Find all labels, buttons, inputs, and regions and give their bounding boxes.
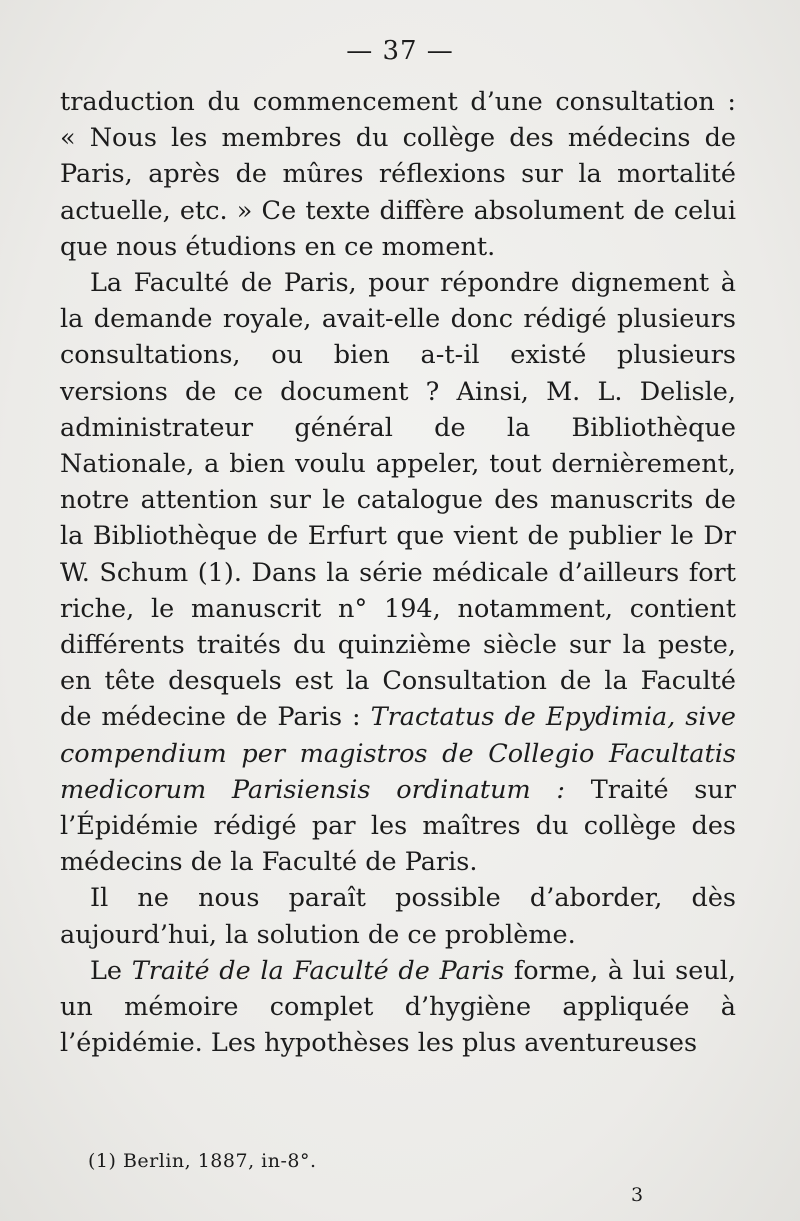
- text-run: Il ne nous paraît possible d’aborder, dès aujourd’hui, la solution de ce problème.: [60, 883, 736, 950]
- text-run: Le: [90, 955, 132, 986]
- italic-text-run: Traité de la Faculté de Paris: [131, 955, 505, 986]
- text-run: Traité sur l’Épidémie rédigé par les maîtres du collège des médecins de la Faculté de Paris.: [60, 774, 736, 878]
- paragraph: [60, 953, 736, 1062]
- paragraph: [60, 84, 736, 265]
- text-run: traduction du commencement d’une consultation : « Nous les membres du collège des médecins de Paris, après de mûres réflexions sur la mortalité actuelle, etc. » Ce texte diffère absolument de celui que nous étudions en ce moment.: [60, 87, 736, 262]
- text-run: forme, à lui seul, un mémoire complet d’hygiène appliquée à l’épidémie. Les hypothèses les plus aventureuses: [60, 955, 736, 1059]
- paragraph: [60, 880, 736, 952]
- italic-text-run: Tractatus de Epydimia, sive compendium per magistros de Collegio Facultatis medicorum Parisiensis ordinatum :: [60, 702, 737, 805]
- footnote: (1) Berlin, 1887, in-8°.: [88, 1150, 317, 1172]
- signature-mark: 3: [631, 1184, 644, 1206]
- page-number: — 37 —: [346, 36, 454, 66]
- paragraph: [60, 265, 736, 880]
- text-run: La Faculté de Paris, pour répondre dignement à la demande royale, avait-elle donc rédigé plusieurs consultations, ou bien a-t-il existé plusieurs versions de ce document ? Ainsi, M. L. Delisle, administrateur général de la Bibliothèque Nationale, a bien voulu appeler, tout dernièrement, notre attention sur le catalogue des manuscrits de la Bibliothèque de Erfurt que vient de publier le Dr W. Schum (1). Dans la série médicale d’ailleurs fort riche, le manuscrit n° 194, notamment, contient différents traités du quinzième siècle sur la peste, en tête desquels est la Consultation de la Faculté de médecine de Paris :: [60, 268, 736, 733]
- body-text: [60, 84, 736, 1061]
